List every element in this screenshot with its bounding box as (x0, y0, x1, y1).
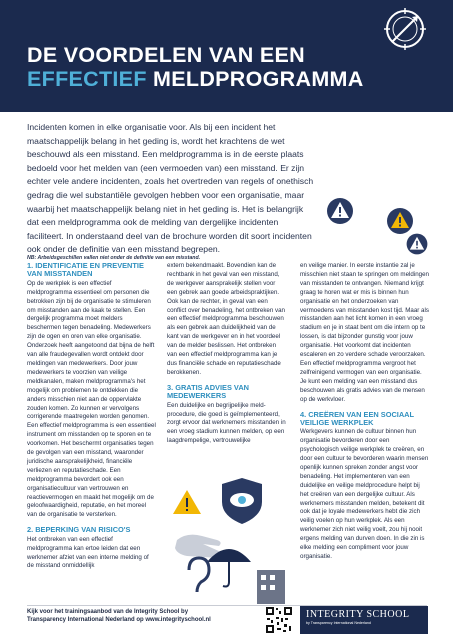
footnote: NB: Arbeidsgeschillen vallen niet onder de definitie van een misstand. (27, 255, 201, 261)
section-text: Werkgevers kunnen de cultuur binnen hun organisatie bevorderen door een psychologisch veilige werkplek te creëren, en door een cultuur te bevorderen waarin mensen openlijk kunnen spreken zonder angst voor benadeling. Het implementeren van een duidelijke en veilige meldprocedure helpt bij het creëren van een dergelijke cultuur. Als werknemers misstanden melden, betekent dit ook dat je loyale medewerkers hebt die zich veilig voelen op hun werkplek. Als een werknemer zich niet veilig voelt, zou hij nooit ergens melding van durven doen. In die zin is elke melding een compliment voor jouw organisatie. (300, 428, 429, 560)
intro-paragraph: Incidenten komen in elke organisatie voor. Als bij een incident het maatschappelijk belang in het geding is, wordt het krachtens de wet beschouwd als een misstand. Een meldprogramma is in de eerste plaats bedoeld voor het melden van (een vermoeden van) een misstand. Er zijn echter vele andere incidenten, zoals het overtreden van regels of onethisch gedrag die wel substantiële gevolgen hebben voor een organisatie, maar waarbij het maatschappelijk belang niet in het geding is. Het is belangrijk dat een meldprogramma ook de melding van dergelijke incidenten faciliteert. In onderstaand deel van de brochure worden dit soort incidenten ook onder de definitie van een misstand begrepen. (27, 122, 314, 255)
column-1 (27, 262, 156, 574)
section-heading: 3. GRATIS ADVIES VAN MEDEWERKERS (167, 382, 249, 401)
footer-line-2[interactable]: Transparency International Nederland op www.integrityschool.nl (27, 617, 211, 623)
section-heading: 1. IDENTIFICATIE EN PREVENTIE VAN MISSTANDEN (27, 261, 144, 279)
title-accent: EFFECTIEF (27, 67, 147, 91)
section-text: Het ontbreken van een effectief meldprogramma kan ertoe leiden dat een werknemer afziet van een interne melding of de misstand onmiddellijk (27, 535, 149, 570)
title-line-2 (27, 67, 427, 91)
ear-icon (189, 558, 209, 592)
page-title (27, 43, 427, 91)
section-text: Op de werkplek is een effectief meldprogramma essentieel om personen die betrokken zijn bij de organisatie te stimuleren om misstanden aan de kaak te stellen. Een dergelijk programma moet melders beschermen tegen benadeling. Medewerkers zijn de ogen en oren van elke organisatie. Onderzoek heeft aangetoond dat bijna de helft van alle fraudegevallen wordt ontdekt door meldingen van medewerkers. Door jouw medewerkers te voorzien van veilige meldkanalen, maken meldprogramma's het mogelijk om problemen te ontdekken die anders misschien niet aan de oppervlakte zouden komen. Zo kunnen er vervolgens corrigerende maatregelen worden genomen. Een effectief meldprogramma is een essentieel instrument om misstanden op te sporen en te voorkomen. Het beschermt organisaties tegen de gevolgen van een misstand, waaronder juridische aansprakelijkheid, financiële verliezen en reputatieschade. Een meldprogramma bevordert ook een organisatiecultuur van vertrouwen en reactievermogen en maakt het mogelijk om de geloofwaardigheid, reputatie, en het moreel van de organisatie te versterken. (27, 279, 156, 519)
warning-triangle-icon (325, 196, 355, 226)
brand-subtitle: by Transparency International Nederland (306, 621, 371, 625)
column-3 (300, 262, 430, 565)
warning-triangle-icon (405, 232, 429, 256)
title-line-2-rest: MELDPROGRAMMA (146, 67, 364, 91)
building-icon (257, 570, 285, 604)
qr-code-icon[interactable] (265, 606, 293, 634)
eye-shield-icon (222, 478, 262, 524)
warning-triangle-icon (173, 490, 201, 514)
illustration (167, 470, 292, 605)
column-2 (167, 262, 287, 449)
title-line-1: DE VOORDELEN VAN EEN (27, 43, 305, 67)
section-text: en veilige manier. In eerste instantie zal je misschien niet staan te springen om meldingen van misstanden te ontvangen. Niemand krijgt graag te horen wat er mis is binnen hun organisatie en het onderzoeken van vermoedens van misstanden kost tijd. Maar als misstanden aan het licht komen in een vroeg stadium en je in staat bent om die intern op te lossen, is dat bijzonder gunstig voor jouw organisatie. Het voorkomt dat incidenten escaleren en zo verdere schade veroorzaken. Een effectief meldprogramma vergroot het zelfreinigend vermogen van een organisatie. Je kunt een melding van een misstand dus beschouwen als gratis advies van de mensen op de werkvloer. (300, 262, 429, 403)
section-text: Een duidelijke en begrijpelijke meld-procedure, die goed is geïmplementeerd, zorgt ervoor dat werknemers misstanden in een vroeg stadium kunnen melden, op een laagdrempelige, vertrouwelijke (167, 401, 286, 445)
brand-logo (300, 606, 428, 634)
section-text: extern bekendmaakt. Bovendien kan de rechtbank in het geval van een misstand, de werkgever aansprakelijk stellen voor een gebrek aan goede arbeidspraktijken. Ook kan de rechter, in geval van een conflict over benadeling, het ontbreken van een effectief meldprogramma beschouwen als een gebrek aan duidelijkheid van de kant van de werkgever en in het voordeel van de melder beslissen. Het ontbreken van een effectief meldprogramma kan je dus financiële schade en reputatieschade berokkenen. (167, 262, 285, 376)
section-heading: 4. CREËREN VAN EEN SOCIAAL VEILIGE WERKPLEK (300, 409, 414, 427)
header-banner (0, 0, 453, 112)
brand-name: INTEGRITY SCHOOL (306, 609, 410, 620)
section-heading: 2. BEPERKING VAN RISICO'S (27, 525, 131, 535)
footer-line-1: Kijk voor het trainingsaanbod van de Integrity School by (27, 609, 189, 615)
footer-text (27, 608, 247, 624)
